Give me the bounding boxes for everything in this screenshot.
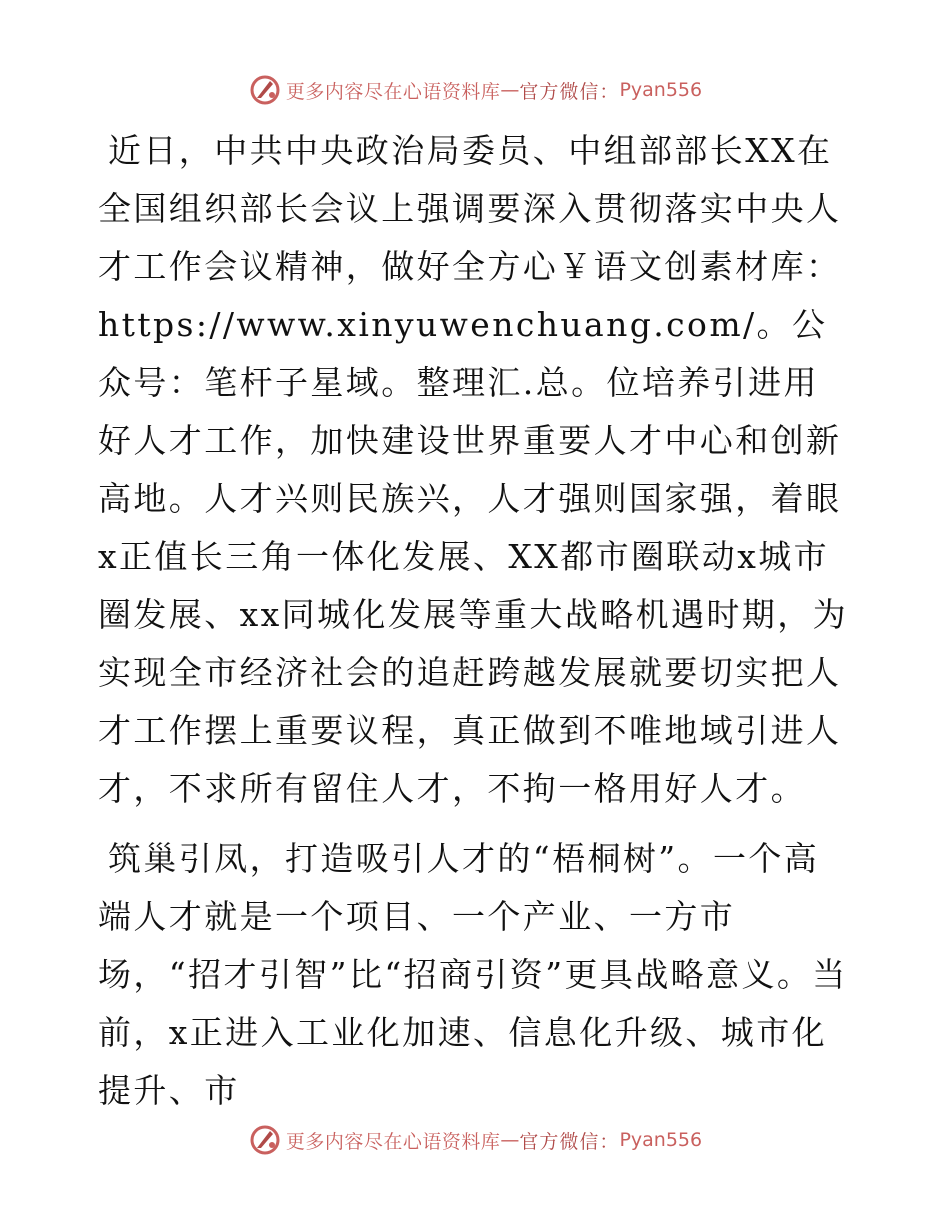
banner-dash: — [500, 79, 520, 101]
quill-circle-logo-icon [248, 1123, 282, 1157]
paragraph-1: 近日，中共中央政治局委员、中组部部长XX在全国组织部长会议上强调要深入贯彻落实中央人才工作会议精神，做好全方心￥语文创素材库：https://www.xinyuwenchuang.com/。公众号：笔杆子星域。整理汇.总。位培养引进用好人才工作，加快建设世界重要人才中心和创新高地。人才兴则民族兴，人才强则国家强，着眼x正值长三角一体化发展、XX都市圈联动x城市圈发展、xx同城化发展等重大战略机遇时期，为实现全市经济社会的追赶跨越发展就要切实把人才工作摆上重要议程，真正做到不唯地域引进人才，不求所有留住人才，不拘一格用好人才。 [98, 131, 849, 808]
quill-circle-logo-icon [248, 73, 282, 107]
banner-wechat-id: Pyan556 [619, 79, 703, 101]
banner-wechat-id: Pyan556 [619, 1129, 703, 1151]
banner-wechat-label: 官方微信： [519, 1130, 620, 1153]
banner-main-text: 更多内容尽在心语资料库 [285, 80, 501, 103]
header-banner [0, 68, 950, 112]
banner-main-text: 更多内容尽在心语资料库 [285, 1130, 501, 1153]
banner-dash: — [500, 1129, 520, 1151]
document-body [98, 122, 850, 1120]
paragraph-2: 筑巢引凤，打造吸引人才的“梧桐树”。一个高端人才就是一个项目、一个产业、一方市场，“招才引智”比“招商引资”更具战略意义。当前，x正进入工业化加速、信息化升级、城市化提升、市 [98, 839, 848, 1110]
footer-banner [0, 1118, 950, 1162]
banner-wechat-label: 官方微信： [519, 80, 620, 103]
